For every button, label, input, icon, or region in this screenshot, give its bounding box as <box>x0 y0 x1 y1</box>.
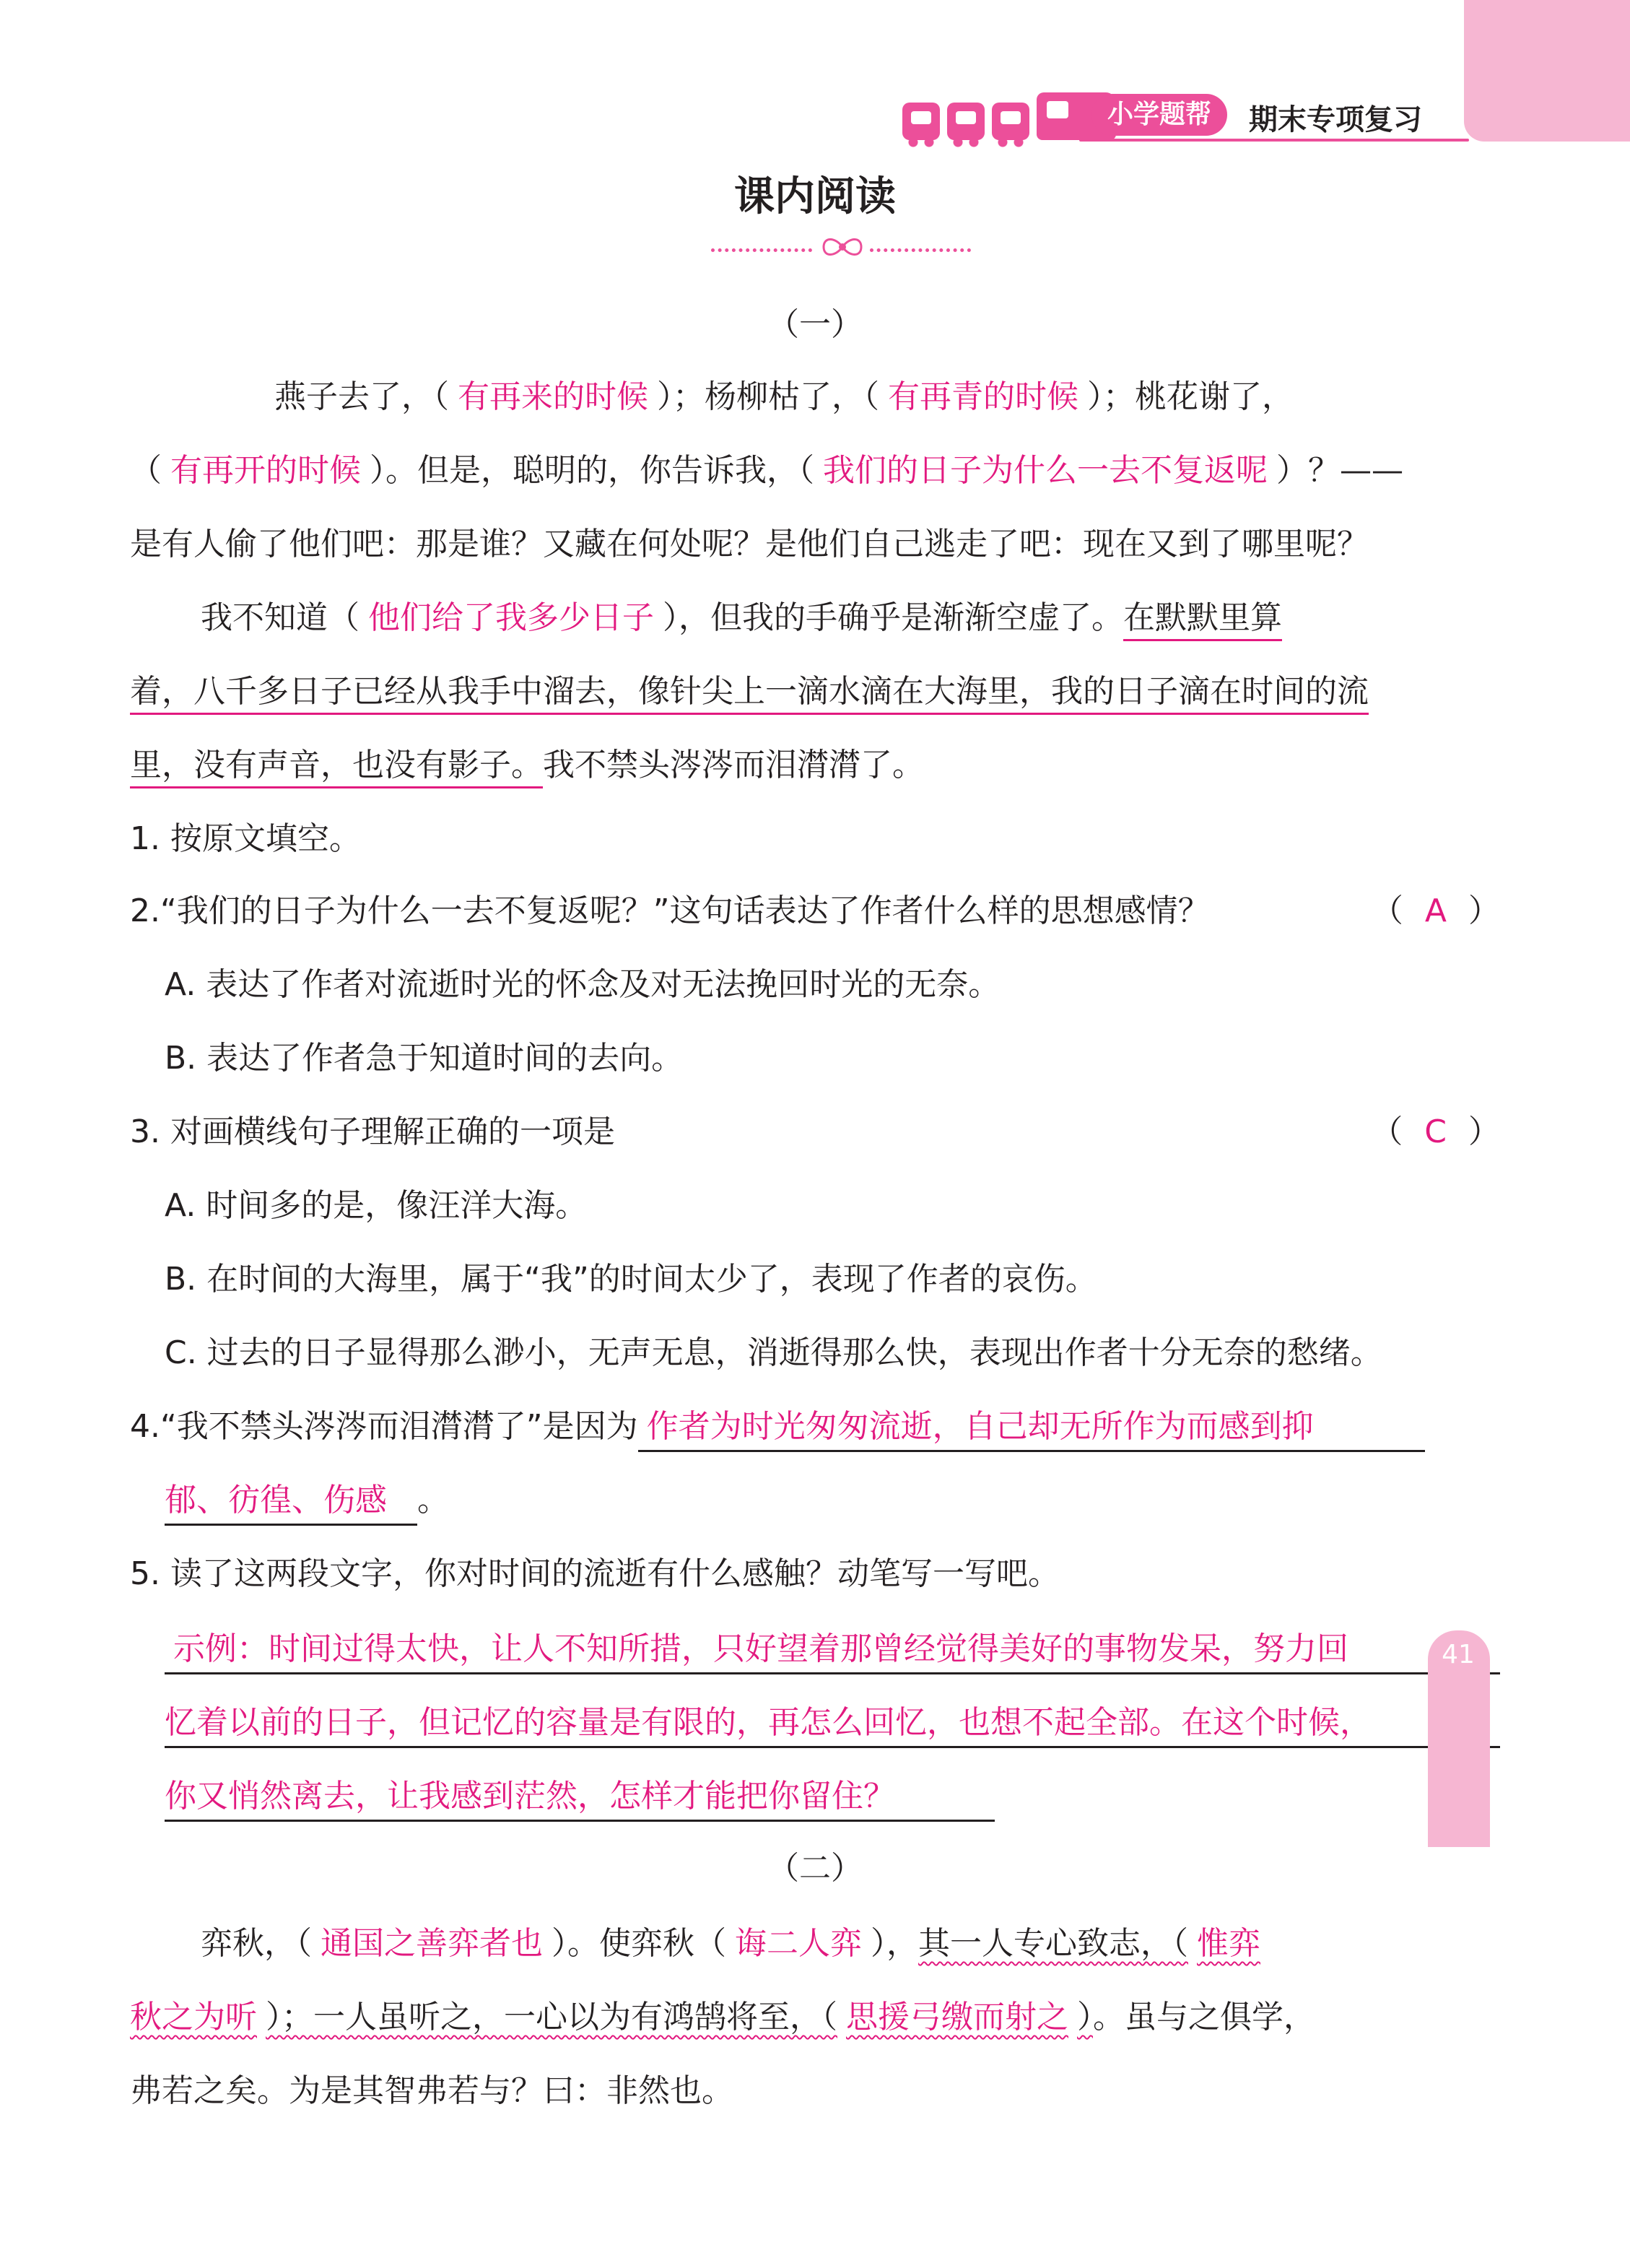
question-1: 1. 按原文填空。 <box>130 820 361 857</box>
passage-text: 其一人专心致志，（ <box>918 1925 1188 1962</box>
choice-answer: A <box>1424 892 1447 929</box>
passage-line <box>130 669 1500 715</box>
section-label-1: （一） <box>767 306 863 343</box>
option-b: B. 在时间的大海里，属于“我”的时间太少了，表现了作者的哀伤。 <box>165 1261 1097 1298</box>
answer-line <box>165 1773 1500 1822</box>
passage-text: ）。使弈秋（ <box>552 1925 726 1962</box>
fill-answer: 我们的日子为什么一去不复返呢 <box>823 452 1268 489</box>
question-2 <box>130 888 1500 934</box>
written-answer: 示例：时间过得太快，让人不知所措，只好望着那曾经觉得美好的事物发呆，努力回 <box>173 1630 1348 1667</box>
answer-line <box>165 1477 417 1526</box>
underlined-sentence: 在默默里算 <box>1123 599 1282 641</box>
passage-text: ）； <box>266 1999 313 2035</box>
fill-answer: 秋之为听 <box>130 1999 257 2035</box>
passage-line <box>130 742 1500 788</box>
choice-answer: C <box>1424 1113 1447 1150</box>
passage-line: 弗若之矣。为是其智弗若与？曰：非然也。 <box>130 2072 733 2109</box>
passage-text: ）？—— <box>1276 452 1403 489</box>
answer-line <box>638 1404 1425 1452</box>
title-ornament <box>711 233 971 261</box>
question-4 <box>130 1404 1500 1452</box>
answer-line <box>165 1626 1500 1674</box>
question-3 <box>130 1109 1500 1155</box>
written-answer: 忆着以前的日子，但记忆的容量是有限的，再怎么回忆，也想不起全部。在这个时候， <box>165 1704 1372 1741</box>
train-car-icon <box>947 103 985 140</box>
option-a: A. 时间多的是，像汪洋大海。 <box>165 1187 588 1224</box>
fill-answer: 惟弈 <box>1197 1925 1260 1962</box>
written-answer: 郁、彷徨、伤感 <box>165 1482 387 1518</box>
fill-answer: 有再来的时候 <box>458 378 648 415</box>
bracket-open: （ <box>1371 892 1403 929</box>
passage-text: ），但我的手确乎是渐渐空虚了。 <box>663 599 1123 636</box>
subject-label: 期末专项复习 <box>1249 103 1422 136</box>
passage-text: ） <box>1077 1999 1093 2035</box>
header-divider <box>1079 139 1469 142</box>
corner-tab-decoration <box>1464 0 1630 142</box>
question-5: 5. 读了这两段文字，你对时间的流逝有什么感触？动笔写一写吧。 <box>130 1555 1060 1592</box>
underlined-sentence: 着，八千多日子已经从我手中溜去，像针尖上一滴水滴在大海里，我的日子滴在时间的流 <box>130 673 1369 715</box>
header-banner <box>902 88 1465 146</box>
option-a: A. 表达了作者对流逝时光的怀念及对无法挽回时光的无奈。 <box>165 966 1001 1003</box>
option-c: C. 过去的日子显得那么渺小，无声无息，消逝得那么快，表现出作者十分无奈的愁绪。 <box>165 1334 1382 1371</box>
answer-line <box>165 1626 1500 1674</box>
answer-bracket <box>1372 888 1500 934</box>
dotted-divider <box>870 248 971 252</box>
question-text: 2.“我们的日子为什么一去不复返呢？”这句话表达了作者什么样的思想感情？ <box>130 892 1210 929</box>
passage-line: 是有人偷了他们吧：那是谁？又藏在何处呢？是他们自己逃走了吧：现在又到了哪里呢？ <box>130 526 1369 562</box>
passage-text: 燕子去了，（ <box>274 378 449 415</box>
passage-text: ）；杨柳枯了，（ <box>657 378 879 415</box>
underlined-sentence: 里，没有声音，也没有影子。 <box>130 747 543 788</box>
wavy-underlined-sentence <box>918 1925 1269 1962</box>
passage-text: 。虽与之俱学， <box>1093 1999 1315 2035</box>
passage-line <box>201 1921 1500 1967</box>
dotted-divider <box>711 248 812 252</box>
train-icon <box>902 92 1116 140</box>
train-car-icon <box>902 103 940 140</box>
bow-icon <box>821 234 864 260</box>
passage-text: ）。但是，聪明的，你告诉我，（ <box>370 452 814 489</box>
page-number: 41 <box>1442 1640 1475 1669</box>
question-text: 3. 对画横线句子理解正确的一项是 <box>130 1113 615 1150</box>
wavy-underlined-sentence <box>130 1999 313 2035</box>
answer-bracket <box>1371 1109 1500 1155</box>
passage-text: 我不知道（ <box>201 599 359 636</box>
passage-text: ）， <box>871 1925 918 1962</box>
fill-answer: 通国之善弈者也 <box>321 1925 543 1962</box>
fill-answer: 有再开的时候 <box>170 452 361 489</box>
question-text: 4.“我不禁头涔涔而泪潸潸了”是因为 <box>130 1408 638 1445</box>
bracket-open: （ <box>1371 1113 1403 1150</box>
passage-text: ）；桃花谢了， <box>1087 378 1294 415</box>
passage-line <box>130 448 1500 494</box>
fill-answer: 有再青的时候 <box>888 378 1078 415</box>
punctuation: 。 <box>417 1482 449 1518</box>
passage-text: 我不禁头涔涔而泪潸潸了。 <box>543 747 924 783</box>
train-car-icon <box>992 103 1029 140</box>
fill-answer: 他们给了我多少日子 <box>368 599 654 636</box>
bracket-close: ） <box>1468 892 1500 929</box>
passage-text: （ <box>130 452 162 489</box>
brand-label: 小学题帮 <box>1091 94 1227 136</box>
written-answer: 你又悄然离去，让我感到茫然，怎样才能把你留住？ <box>165 1778 895 1815</box>
written-answer: 作者为时光匆匆流逝，自己却无所作为而感到抑 <box>646 1408 1314 1445</box>
passage-line <box>274 374 1500 420</box>
fill-answer: 思援弓缴而射之 <box>846 1999 1068 2035</box>
passage-text: 一人虽听之，一心以为有鸿鹄将至，（ <box>313 1999 837 2035</box>
bracket-close: ） <box>1468 1113 1500 1150</box>
answer-continuation <box>165 1477 1500 1526</box>
section-label-2: （二） <box>767 1850 863 1887</box>
wavy-underlined-sentence <box>313 1999 1093 2035</box>
answer-line <box>165 1773 995 1822</box>
answer-line <box>165 1700 1500 1748</box>
passage-line <box>201 595 1500 641</box>
answer-line <box>165 1700 1500 1748</box>
passage-line <box>130 1994 1500 2041</box>
passage-text: 弈秋，（ <box>201 1925 312 1962</box>
fill-answer: 诲二人弈 <box>735 1925 862 1962</box>
page-title: 课内阅读 <box>734 173 896 220</box>
option-b: B. 表达了作者急于知道时间的去向。 <box>165 1040 684 1077</box>
